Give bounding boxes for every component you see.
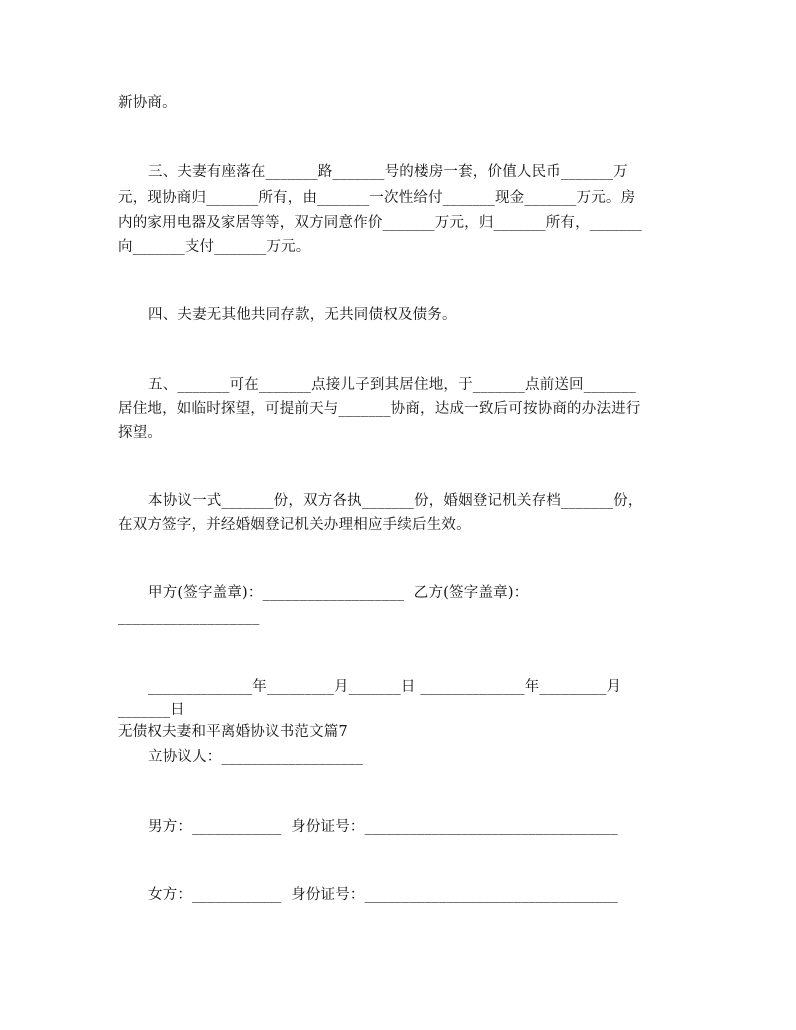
date-line: ______________年_________月_______日 ______________年_________月 xyxy=(148,679,622,695)
paragraph-continuation: 新协商。 xyxy=(118,95,177,111)
copies-clause-line-1: 本协议一式_______份，双方各执_______份，婚姻登记机关存档_______份， xyxy=(148,493,643,509)
parties-label: 立协议人：___________________ xyxy=(148,749,364,765)
clause-5-line-3: 探望。 xyxy=(118,425,163,441)
clause-3-line-2: 元，现协商归_______所有，由_______一次性给付_______现金_______万元。房 xyxy=(118,190,636,206)
date-line-continued: _______日 xyxy=(118,702,185,718)
clause-5-line-2: 居住地，如临时探望，可提前天与_______协商，达成一致后可按协商的办法进行 xyxy=(118,401,641,417)
female-party-line: 女方：____________ 身份证号：__________________________________ xyxy=(148,887,618,903)
signature-line: 甲方(签字盖章)：___________________ 乙方(签字盖章)： xyxy=(148,585,529,601)
male-party-line: 男方：____________ 身份证号：__________________________________ xyxy=(148,819,618,835)
clause-5-line-1: 五、_______可在_______点接儿子到其居住地，于_______点前送回_______ xyxy=(148,377,636,393)
signature-line-continued: ___________________ xyxy=(118,609,260,625)
clause-3-line-3: 内的家用电器及家居等等，双方同意作价_______万元，归_______所有，_______ xyxy=(118,215,642,231)
clause-4: 四、夫妻无其他共同存款，无共同债权及债务。 xyxy=(148,307,457,323)
copies-clause-line-2: 在双方签字，并经婚姻登记机关办理相应手续后生效。 xyxy=(118,517,471,533)
clause-3-line-1: 三、夫妻有座落在_______路_______号的楼房一套，价值人民币_______万 xyxy=(148,164,628,180)
clause-3-line-4: 向_______支付_______万元。 xyxy=(118,239,311,255)
section-title: 无债权夫妻和平离婚协议书范文篇7 xyxy=(118,724,348,740)
